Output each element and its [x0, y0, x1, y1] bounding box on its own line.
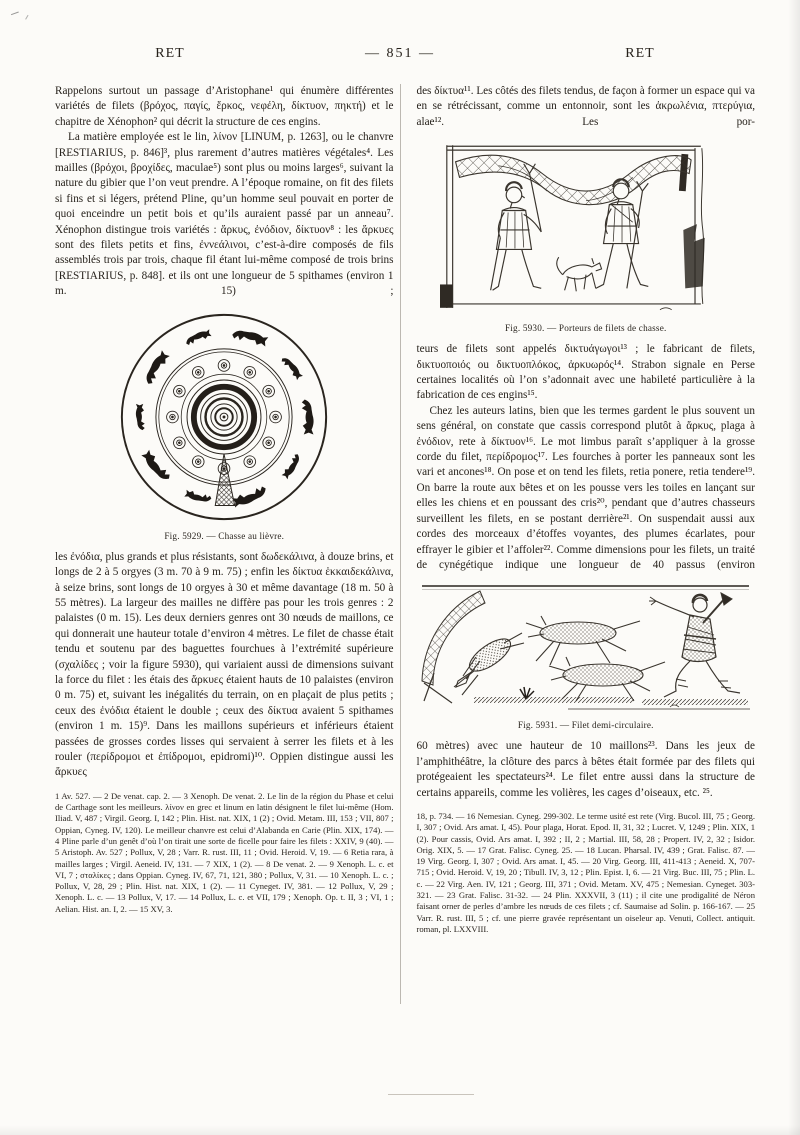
paragraph: Chez les auteurs latins, bien que les termes gardent le plus souvent un sens général, on constate que cassis correspond plutôt à ἄρκυς, plaga à ἐνόδιον, rete à δίκτυον¹⁶. Le mot limbus paraît s’appliquer à la grosse corde du filet, περίδρομος¹⁷. Les fourches à porter les panneaux sont les vari et ancones¹⁸. On pose et on tend les filets, retia ponere, retia tendere¹⁹. On barre la route aux bêtes et on les pousse vers les toiles en lançant sur elles les chiens et en poussant des cris²⁰, pendant que d’autres chasseurs surveillent les filets, en se postant derrière²¹. On suspendait aussi aux cordes des morceaux d’étoffes voyantes, des plumes écarlates, pour effrayer le gibier et l’affoler²². Comme dimensions pour les filets, un traité de cynégétique indique une longueur de 40 passus (environ — [416, 404, 755, 571]
figure-caption: Fig. 5929. — Chasse au lièvre. — [164, 530, 285, 541]
text-columns — [55, 84, 755, 935]
footnotes-right: 18, p. 734. — 16 Nemesian. Cyneg. 299-302. Le terme usité est rete (Virg. Bucol. III, 75 ; Georg. I, 307 ; Ovid. Ars amat. I, 45). Pour plaga, Horat. Epod. II, 31, 32 ; Lucret. V, 1249 ; Plin. XIX, 1 (2). Pour cassis, Ovid. Ars amat. I, 392 ; II, 2 ; Martial. III, 58, 28 ; Propert. IV, 2, 32 ; Isidor. Orig. XIX, 5. — 17 Grat. Falisc. Cyneg. 25. — 18 Lucan. Pharsal. IV, 439 ; Grat. Falisc. 87. — 19 Virg. Georg. I, 307 ; Ovid. Ars amat. I, 45. — 20 Virg. Georg. III, 411-413 ; Aeneid. X, 707-715 ; Ovid. Heroid. V, 19, 20 ; Tibull. IV, 3, 12 ; Plin. Epist. I, 6. — 21 Virg. Buc. III, 75 ; Plin. L. c. — 22 Virg. Aen. IV, 121 ; Georg. III, 371 ; Ovid. Metam. XV, 475 ; Nemesian. Cyneget. 303-321. — 23 Grat. Falisc. 31-32. — 24 Plin. XXXVII, 3 (11) ; il cite une prodigalité de Néron faisant orner de perles d’ambre les nœuds de ces filets ; cf. Saumaise ad Solin. p. 166-167. — 25 Varr. R. rust. III, 5 ; cf. une pierre gravée représentant un oiseleur ap. Venuti, Collect. antiquit. roman, pl. LXXVIII. — [416, 810, 755, 934]
running-head — [0, 46, 800, 66]
figure-caption: Fig. 5931. — Filet demi-circulaire. — [517, 720, 654, 731]
figure-5931 — [417, 583, 756, 731]
paragraph: 60 mètres) avec une hauteur de 10 maillons²³. Dans les jeux de l’amphithéâtre, la clôture des parcs à bêtes était formée par des filets qui protégeaient les spectateurs²⁴. Le filet entre aussi dans la structure de certains appareils, comme les volières, les cages d’oiseaux, etc. ²⁵. — [416, 740, 755, 799]
page-edge-shadow — [788, 0, 800, 1135]
page-edge-shadow — [0, 1125, 800, 1135]
bottom-rule-mark — [388, 1094, 474, 1095]
figure-5929-illustration — [117, 310, 331, 524]
figure-5929 — [55, 310, 394, 542]
scan-speck — [25, 15, 33, 22]
running-head-right: RET — [625, 46, 655, 61]
scan-speck — [9, 7, 19, 15]
page-number: — 851 — — [365, 46, 435, 61]
right-column — [417, 84, 756, 935]
left-column — [55, 84, 394, 935]
footnotes-left: 1 Av. 527. — 2 De venat. cap. 2. — 3 Xenoph. De venat. 2. Le lin de la région du Phase et celui de Carthage sont les meilleurs. λίνον en grec et linum en latin désignent le filet lui-même (Hom. Iliad. V, 487 ; Virgil. Georg. I, 142 ; Plin. Hist. nat. XIX, 1 (2) ; Ovid. Metam. III, 153 ; VII, 807 ; Oppian, Cyneg. IV, 120). Le meilleur chanvre est celui d’Alabanda en Carie (Plin. XIX, 174). — 4 Pline parle d’un genêt d’où l’on tirait une sorte de ficelle pour faire les filets : XXIV, 9 (40). — 5 Aristoph. Av. 527 ; Pollux, V, 28 ; Varr. R. rust. III, 11 ; Ovid. Heroid. V, 19. — 6 Retia rara, à mailles larges ; Virgil. Aeneid. IV, 131. — 7 XIX, 1 (2). — 8 De venat. 2. — 9 Xenoph. L. c. et VI, 7 ; σταλίκες ; dans Oppian. Cyneg. IV, 67, 71, 121, 380 ; Pollux, V, 31. — 10 Xenoph. L. c. ; Pollux, V, 28, 29 ; Plin. Hist. nat. XIX, 1 (2). — 11 Cyneget. IV, 381. — 12 Pollux, V, 29 ; Xenoph. L. c. — 13 Pollux, V, 17. — 14 Pollux, L. c. et VII, 179 ; Xenoph. Op. t. II, 3 ; VI, 1 ; Aelian. Hist. an. I, 2. — 15 XV, 3. — [55, 790, 394, 914]
paragraph: Rappelons surtout un passage d’Aristophane¹ qui énumère différentes variétés de filets (βρόχος, παγίς, ἕρκος, νεφέλη, δίκτυον, πηκτή) et le chapitre de Xénophon² qui décrit la structure de ces engins. — [55, 85, 394, 128]
figure-5931-illustration — [418, 583, 753, 713]
paragraph: teurs de filets sont appelés δικτυάγωγοι¹³ ; le fabricant de filets, δικτυοποιός ou δικτυοπλόκος, ἀρκυωρός¹⁴. Strabon signale en Perse certaines localités où l’on s’adonnait avec une habileté particulière à la fabrication de ces engins¹⁵. — [416, 343, 755, 402]
figure-caption: Fig. 5930. — Porteurs de filets de chasse. — [504, 323, 667, 334]
figure-5930 — [417, 140, 756, 334]
paragraph: des δίκτυα¹¹. Les côtés des filets tendus, de façon à former un espace qui va en se rétrécissant, comme un entonnoir, sont les ἀκρωλένια, πτερύγια, alae¹². Les por- — [416, 85, 755, 128]
figure-5930-illustration — [440, 140, 732, 316]
paragraph: les ἐνόδια, plus grands et plus résistants, sont δωδεκάλινα, à douze brins, et longs de 2 à 5 orgyes (3 m. 70 à 9 m. 75) ; enfin les δίκτυα ἑκκαιδεκάλινα, à seize brins, sont longs de 10 orgyes à 30 et même davantage (18 m. 50 à 55 mètres). La largeur des mailles ne diffère pas pour les trois genres : 2 palaistes (0 m. 15). Les deux derniers genres ont 30 nœuds de maillons, ce qui donnerait une hauteur totale d’environ 4 mètres. Le filet de chasse était tendu et soutenu par des baguettes fourchues à l’extrémité supérieure (σχαλίδες ; voir la figure 5930), qui variaient aussi de dimensions suivant la force du filet : les étais des ἄρκυες étaient hauts de 10 palaistes (environ 0 m. 75) et, suivant les inégalités du terrain, on en plaçait de plus petits ; ceux des ἐνόδια étaient le double ; ceux des δίκτυα avaient 5 spithames (environ 1 m. 15)⁹. Dans les maillons supérieurs et inférieurs étaient passées de grosses cordes lisses qui servaient à serrer les filets et à les rouler (περίδρομοι et ἐπίδρομοι, epidromi)¹⁰. Oppien distingue aussi les ἄρκυες — [55, 550, 394, 779]
paragraph: La matière employée est le lin, λίνον [LINUM, p. 1263], ou le chanvre [RESTIARIUS, p. 846]³, plus rarement d’autres matières végétales⁴. Les mailles (βρόχοι, βροχίδες, maculae⁵) sont plus ou moins larges⁶, suivant la nature du gibier que l’on veut prendre. A l’époque romaine, on fit des filets si fins et si légers, prétend Pline, qu’un homme seul pouvait en porter de quoi enceindre un petit bois et qu’ils auraient passé par un anneau⁷. Xénophon distingue trois variétés : ἄρκυς, ἐνόδιον, δίκτυον⁸ : les ἄρκυες sont des filets petits et fins, ἐννεάλινοι, c’est-à-dire composés de fils assemblés trois par trois, chaque fil étant lui-même composé de trois brins [RESTIARIUS, p. 848]. et ils ont une longueur de 5 spithames (environ 1 m. 15) ; — [55, 131, 394, 298]
running-head-left: RET — [155, 46, 185, 61]
